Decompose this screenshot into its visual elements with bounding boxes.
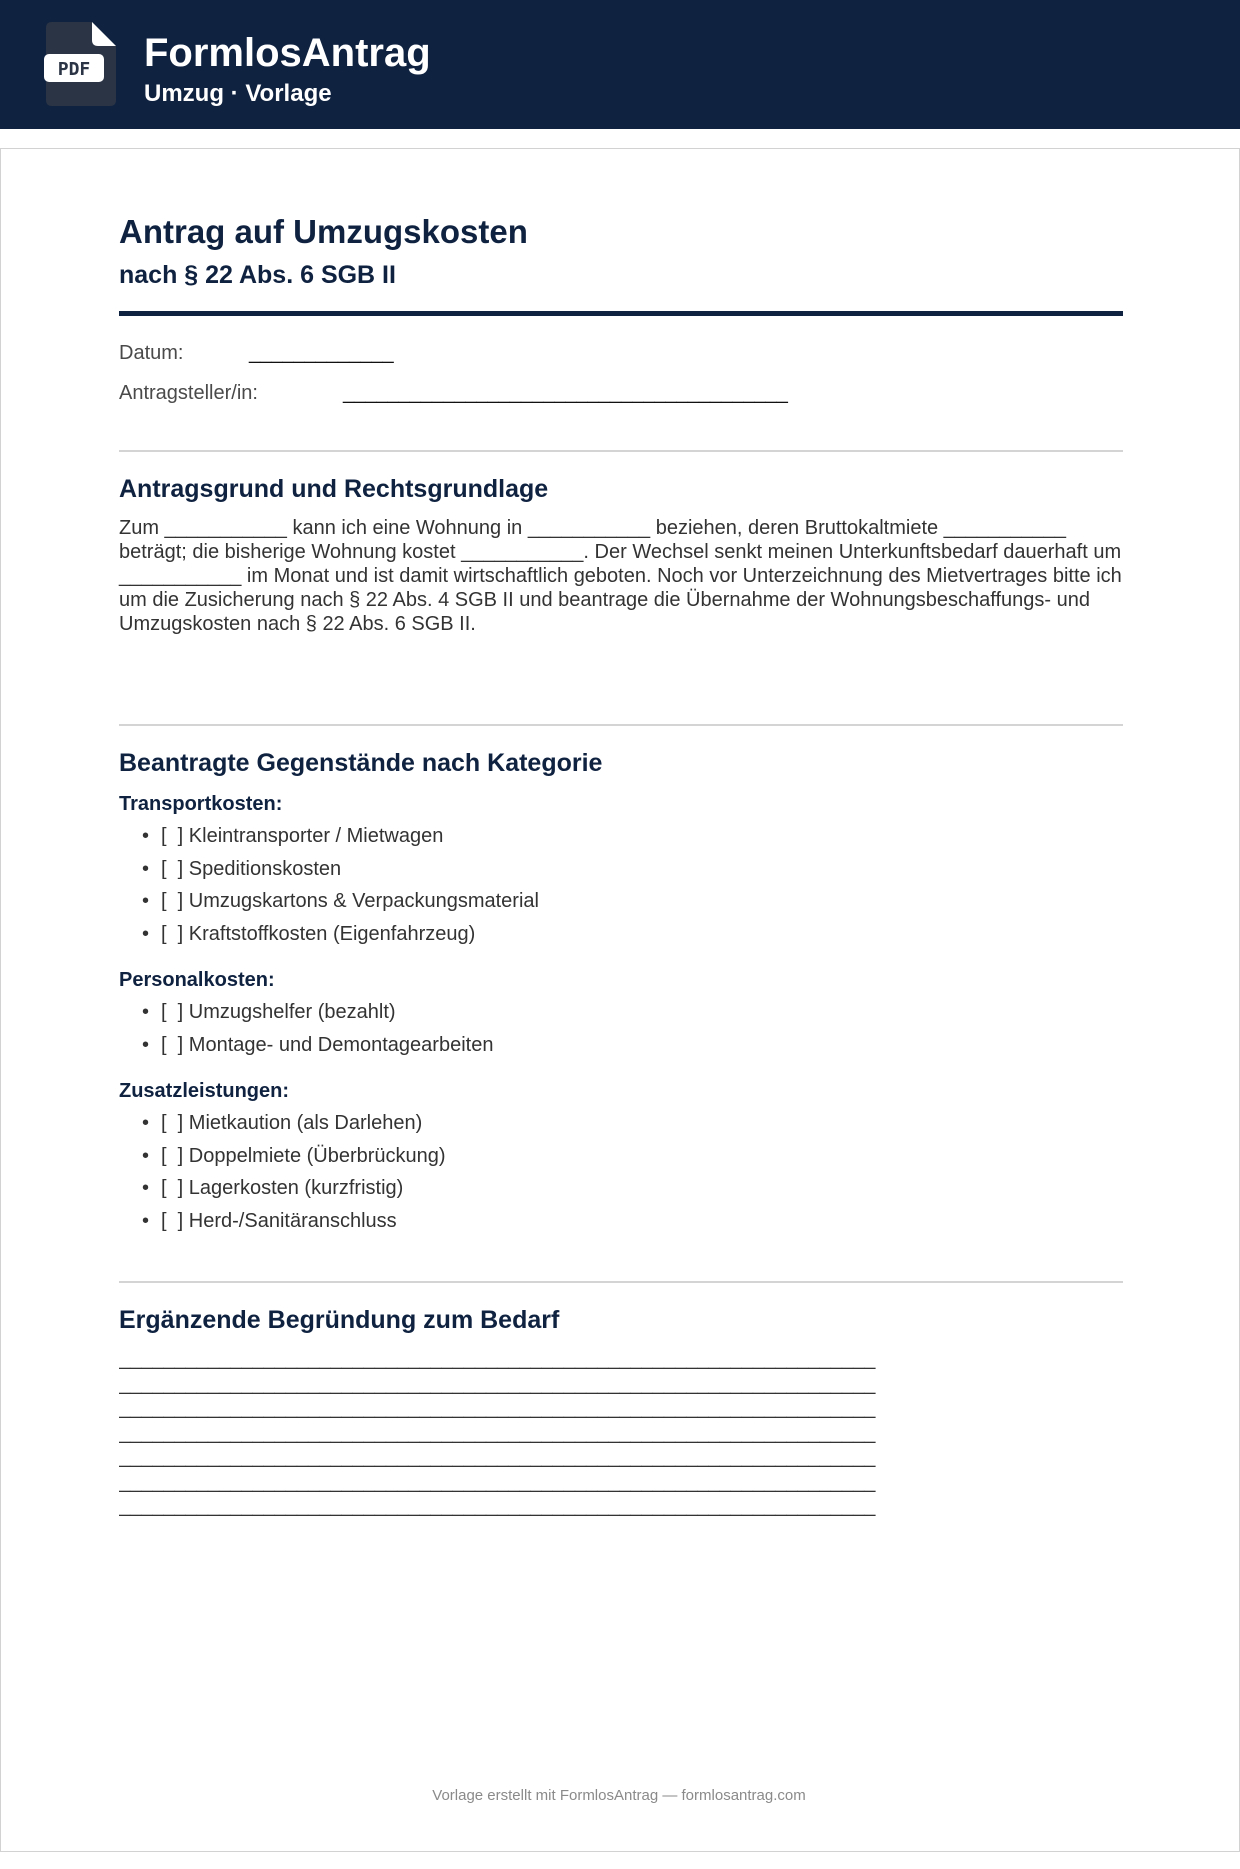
section-divider [119, 450, 1123, 452]
applicant-label: Antragsteller/in: [119, 382, 258, 404]
list-item[interactable] [119, 1205, 1123, 1238]
list-item[interactable] [119, 853, 1123, 886]
item-label: Herd-/Sanitäranschluss [188, 1209, 397, 1232]
bullet: • [142, 1001, 150, 1023]
document-title: Antrag auf Umzugskosten [119, 213, 528, 250]
reason-heading: Antragsgrund und Rechtsgrundlage [119, 475, 549, 503]
item-label: Lagerkosten (kurzfristig) [188, 1177, 404, 1199]
list-item[interactable] [119, 1172, 1123, 1205]
personnel-items-list [119, 996, 1123, 1061]
checkbox-placeholder[interactable]: [ ] [161, 1001, 184, 1023]
item-label: Mietkaution (als Darlehen) [188, 1112, 423, 1134]
bullet: • [142, 1033, 150, 1056]
item-label: Doppelmiete (Überbrückung) [188, 1144, 446, 1167]
document-content [119, 213, 1123, 1521]
app-header [0, 0, 1240, 129]
reason-paragraph: Zum ___________ kann ich eine Wohnung in ___________ beziehen, deren Bruttokaltmiete ___________ beträgt; die bisherige Wohnung kostet ___________. Der Wechsel senkt meinen Unterkunftsbedarf dauerhaft um ___________ im Monat und ist damit wirtschaftlich geboten. Noch vor Unterzeichnung des Mietvertrages bitte ich um die Zusicherung nach § 22 Abs. 4 SGB II und beantrage die Übernahme der Wohnungsbeschaffungs- und Umzugskosten nach § 22 Abs. 6 SGB II. [119, 517, 1122, 635]
list-item[interactable] [119, 1029, 1123, 1062]
list-item[interactable] [119, 885, 1123, 918]
item-label: Kleintransporter / Mietwagen [188, 825, 444, 847]
items-heading: Beantragte Gegenstände nach Kategorie [119, 749, 603, 777]
date-field-row [119, 342, 1123, 370]
list-item[interactable] [119, 1107, 1123, 1140]
page-footer: Vorlage erstellt mit FormlosAntrag — formlosantrag.com [432, 1787, 806, 1804]
checkbox-placeholder[interactable]: [ ] [161, 1112, 184, 1134]
date-label: Datum: [119, 342, 184, 364]
bullet: • [142, 922, 150, 945]
bullet: • [142, 1177, 150, 1199]
bullet: • [142, 1112, 150, 1134]
item-label: Umzugskartons & Verpackungsmaterial [188, 890, 539, 912]
bullet: • [142, 857, 150, 880]
category-title-transport: Transportkosten: [119, 793, 283, 815]
writing-line[interactable]: ____________________________________________________________________ [119, 1398, 876, 1419]
writing-line[interactable]: ____________________________________________________________________ [119, 1422, 876, 1444]
bullet: • [142, 890, 150, 912]
date-blank[interactable]: _____________ [249, 342, 394, 364]
app-subtitle: Umzug · Vorlage [144, 80, 332, 107]
checkbox-placeholder[interactable]: [ ] [161, 1209, 184, 1232]
item-label: Speditionskosten [188, 857, 342, 880]
checkbox-placeholder[interactable]: [ ] [161, 890, 184, 912]
list-item[interactable] [119, 1140, 1123, 1173]
writing-line[interactable]: ____________________________________________________________________ [119, 1349, 876, 1370]
document-page [0, 148, 1240, 1852]
list-item[interactable] [119, 996, 1123, 1029]
bullet: • [142, 1144, 150, 1167]
checkbox-placeholder[interactable]: [ ] [161, 1033, 184, 1056]
section-divider [119, 724, 1123, 726]
applicant-field-row [119, 382, 1123, 410]
app-title: FormlosAntrag [144, 31, 431, 75]
justification-heading: Ergänzende Begründung zum Bedarf [119, 1306, 560, 1334]
item-label: Umzugshelfer (bezahlt) [188, 1001, 396, 1023]
item-label: Montage- und Demontagearbeiten [188, 1033, 494, 1056]
checkbox-placeholder[interactable]: [ ] [161, 922, 184, 945]
bullet: • [142, 825, 150, 847]
pdf-icon-label: PDF [57, 59, 91, 80]
pdf-file-icon [44, 22, 118, 106]
checkbox-placeholder[interactable]: [ ] [161, 825, 184, 847]
checkbox-placeholder[interactable]: [ ] [161, 1177, 184, 1199]
item-label: Kraftstoffkosten (Eigenfahrzeug) [188, 922, 476, 945]
list-item[interactable] [119, 820, 1123, 853]
checkbox-placeholder[interactable]: [ ] [161, 857, 184, 880]
writing-line[interactable]: ____________________________________________________________________ [119, 1471, 876, 1493]
extras-items-list [119, 1107, 1123, 1237]
justification-writing-lines[interactable] [119, 1349, 1123, 1521]
writing-line[interactable]: ____________________________________________________________________ [119, 1496, 876, 1517]
checkbox-placeholder[interactable]: [ ] [161, 1144, 184, 1167]
list-item[interactable] [119, 918, 1123, 951]
writing-line[interactable]: ____________________________________________________________________ [119, 1447, 876, 1468]
section-divider [119, 1281, 1123, 1283]
transport-items-list [119, 820, 1123, 950]
title-divider [119, 311, 1123, 316]
category-title-extras: Zusatzleistungen: [119, 1080, 290, 1102]
document-subtitle: nach § 22 Abs. 6 SGB II [119, 261, 396, 289]
applicant-blank[interactable]: ________________________________________ [343, 382, 788, 404]
writing-line[interactable]: ____________________________________________________________________ [119, 1373, 876, 1395]
bullet: • [142, 1209, 150, 1232]
category-title-personnel: Personalkosten: [119, 969, 275, 991]
